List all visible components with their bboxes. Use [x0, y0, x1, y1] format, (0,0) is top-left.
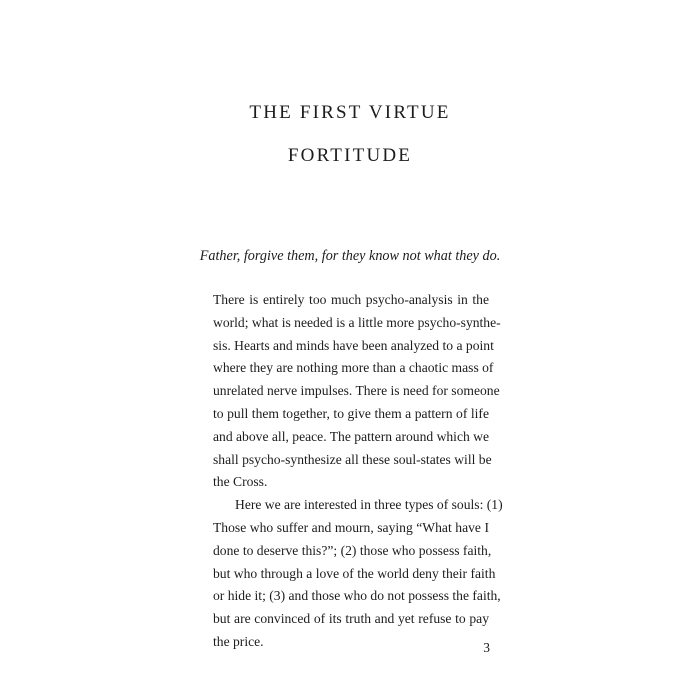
text-line: shall psycho-synthesize all these soul-states will be: [213, 451, 492, 467]
text-line: to pull them together, to give them a pattern of life: [213, 405, 489, 421]
text-line: done to deserve this?”; (2) those who possess faith,: [213, 542, 492, 558]
text-line: or hide it; (3) and those who do not possess the faith,: [213, 588, 501, 604]
text-line: Here we are interested in three types of souls: (1): [235, 497, 503, 513]
text-line: and above all, peace. The pattern around which we: [213, 428, 490, 444]
page-number: 3: [483, 640, 490, 655]
body-text: [213, 289, 503, 654]
text-line: the price.: [213, 633, 264, 649]
text-line: where they are nothing more than a chaotic mass of: [213, 360, 494, 376]
paragraph-2: [213, 494, 503, 654]
chapter-title: THE FIRST VIRTUE: [249, 102, 451, 123]
text-line: but are convinced of its truth and yet refuse to pay: [213, 611, 489, 627]
chapter-subtitle: FORTITUDE: [287, 145, 413, 166]
text-line: sis. Hearts and minds have been analyzed to a point: [213, 337, 494, 353]
text-line: the Cross.: [213, 474, 268, 490]
text-line: There is entirely too much psycho-analysis in the: [213, 292, 489, 307]
text-line: Those who suffer and mourn, saying “What have I: [213, 519, 489, 535]
epigraph: Father, forgive them, for they know not what they do.: [199, 248, 501, 264]
text-line: unrelated nerve impulses. There is need for someone: [213, 383, 500, 399]
text-line: world; what is needed is a little more psycho-synthe-: [213, 314, 501, 330]
paragraph-1: [213, 289, 501, 494]
text-line: but who through a love of the world deny their faith: [213, 565, 496, 581]
